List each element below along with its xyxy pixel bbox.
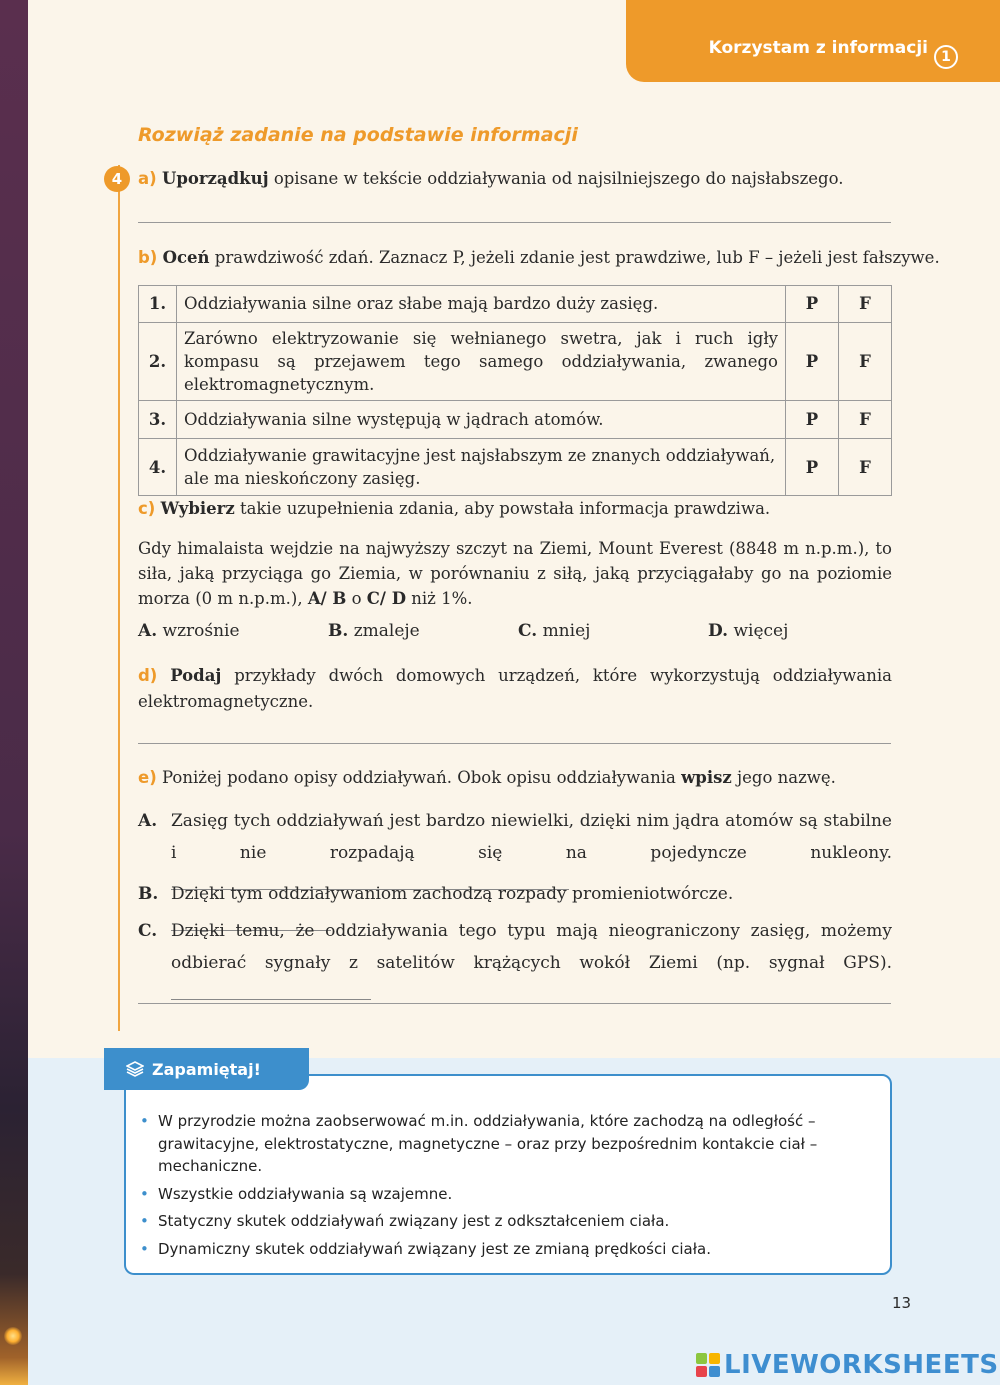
row-statement: Oddziaływania silne występują w jądrach atomów. [177,401,786,439]
choice-text: zmaleje [353,621,420,641]
true-false-table [138,285,892,496]
choice-letter: A. [138,621,158,641]
part-c-text: takie uzupełnienia zdania, aby powstała informacja prawdziwa. [239,499,771,518]
answer-blank[interactable] [171,982,371,1000]
part-e-text-after: jego nazwę. [737,768,836,787]
city-light [4,1327,22,1345]
remember-tab [104,1048,309,1090]
part-b-letter: b) [138,248,158,267]
part-e-answer-line[interactable] [138,1003,891,1004]
part-d-answer-line[interactable] [138,743,891,744]
remember-list [140,1110,860,1265]
table-row [139,401,892,439]
choice-text: wzrośnie [162,621,240,641]
choice-letter: D. [708,621,729,641]
table-row [139,439,892,496]
part-b-text: prawdziwość zdań. Zaznacz P, jeżeli zdanie jest prawdziwe, lub F – jeżeli jest fałszywe. [214,248,940,267]
row-statement: Oddziaływania silne oraz słabe mają bardzo duży zasięg. [177,286,786,323]
row-statement: Zarówno elektryzowanie się wełnianego swetra, jak i ruch igły kompasu są przejawem tego samego oddziaływania, zwanego elektromagnetycznym. [177,323,786,401]
choice-d[interactable] [708,621,898,641]
choice-a[interactable] [138,621,328,641]
part-a-instruction [138,169,843,188]
remember-title: Zapamiętaj! [152,1059,261,1079]
row-number: 2. [139,323,177,401]
false-option[interactable]: F [839,401,892,439]
part-a-letter: a) [138,169,157,188]
item-letter: C. [138,921,158,941]
true-option[interactable]: P [786,401,839,439]
false-option[interactable]: F [839,286,892,323]
chapter-tab-label: Korzystam z informacji [708,38,928,58]
list-item: • Wszystkie oddziaływania są wzajemne. [140,1183,860,1206]
row-number: 1. [139,286,177,323]
option-cd[interactable]: C/ D [366,589,407,608]
liveworksheets-logo-icon [696,1353,720,1377]
part-c-paragraph-end: niż 1%. [411,589,473,608]
item-letter: A. [138,811,158,831]
part-d-verb: Podaj [170,666,222,685]
page-number: 13 [892,1294,912,1312]
true-option[interactable]: P [786,286,839,323]
part-c-paragraph-start: Gdy himalaista wejdzie na najwyższy szczyt na Ziemi, Mount Everest (8848 m n.p.m.), to siła, jaką przyciąga go Ziemia, w porównaniu z siłą, jaką przyciągałaby go na poziomie morza (0 m n.p.m.), [138,539,892,608]
false-option[interactable]: F [839,439,892,496]
part-c-instruction [138,499,770,518]
true-option[interactable]: P [786,323,839,401]
table-row [139,286,892,323]
part-e-instruction [138,768,836,787]
item-text: Zasięg tych oddziaływań jest bardzo niewielki, dzięki nim jądra atomów są stabilne i nie rozpadają się na pojedyncze nukleony. [171,811,892,863]
row-number: 4. [139,439,177,496]
list-item: • Dynamiczny skutek oddziaływań związany jest ze zmianą prędkości ciała. [140,1238,860,1261]
part-e-verb: wpisz [681,768,732,787]
chapter-number-icon: 1 [934,45,958,69]
liveworksheets-brand[interactable] [696,1350,999,1380]
option-ab[interactable]: A/ B [307,589,347,608]
part-b-verb: Oceń [162,248,210,267]
item-text: Dzięki temu, że oddziaływania tego typu mają nieograniczony zasięg, możemy odbierać sygnały z satelitów krążących wokół Ziemi (np. sygnał GPS). [171,921,892,973]
part-c-choices [138,621,898,641]
row-statement: Oddziaływanie grawitacyjne jest najsłabszym ze znanych oddziaływań, ale ma nieskończony zasięg. [177,439,786,496]
part-c-paragraph [138,536,892,611]
part-a-verb: Uporządkuj [161,169,269,188]
layers-icon [126,1061,144,1077]
section-heading: Rozwiąż zadanie na podstawie informacji [138,124,578,146]
part-c-letter: c) [138,499,156,518]
description-item [138,915,892,1011]
choice-b[interactable] [328,621,518,641]
part-b-instruction [138,248,940,267]
brand-name: LIVEWORKSHEETS [724,1350,999,1380]
part-a-answer-line[interactable] [138,222,891,223]
chapter-tab [626,0,1000,82]
choice-letter: C. [518,621,538,641]
part-d-text: przykłady dwóch domowych urządzeń, które wykorzystują oddziaływania elektromagnetyczne. [138,666,892,711]
false-option[interactable]: F [839,323,892,401]
part-a-text: opisane w tekście oddziaływania od najsilniejszego do najsłabszego. [273,169,844,188]
choice-c[interactable] [518,621,708,641]
part-d-instruction [138,663,892,715]
choice-text: mniej [542,621,591,641]
option-connector: o [351,589,362,608]
choice-letter: B. [328,621,349,641]
part-d-letter: d) [138,666,158,685]
row-number: 3. [139,401,177,439]
list-item: • W przyrodzie można zaobserwować m.in. oddziaływania, które zachodzą na odległość – grawitacyjne, elektrostatyczne, magnetyczne – oraz przy bezpośrednim kontakcie ciał – mechaniczne. [140,1110,860,1178]
left-photo-strip [0,0,28,1385]
part-c-verb: Wybierz [160,499,235,518]
choice-text: więcej [733,621,789,641]
part-e-letter: e) [138,768,157,787]
item-letter: B. [138,884,159,904]
item-text: Dzięki tym oddziaływaniom zachodzą rozpady promieniotwórcze. [171,884,734,904]
table-row [139,323,892,401]
task-number-badge: 4 [104,166,130,192]
part-e-text-before: Poniżej podano opisy oddziaływań. Obok opisu oddziaływania [161,768,676,787]
true-option[interactable]: P [786,439,839,496]
list-item: • Statyczny skutek oddziaływań związany jest z odkształceniem ciała. [140,1210,860,1233]
task-margin-line [118,165,120,1031]
